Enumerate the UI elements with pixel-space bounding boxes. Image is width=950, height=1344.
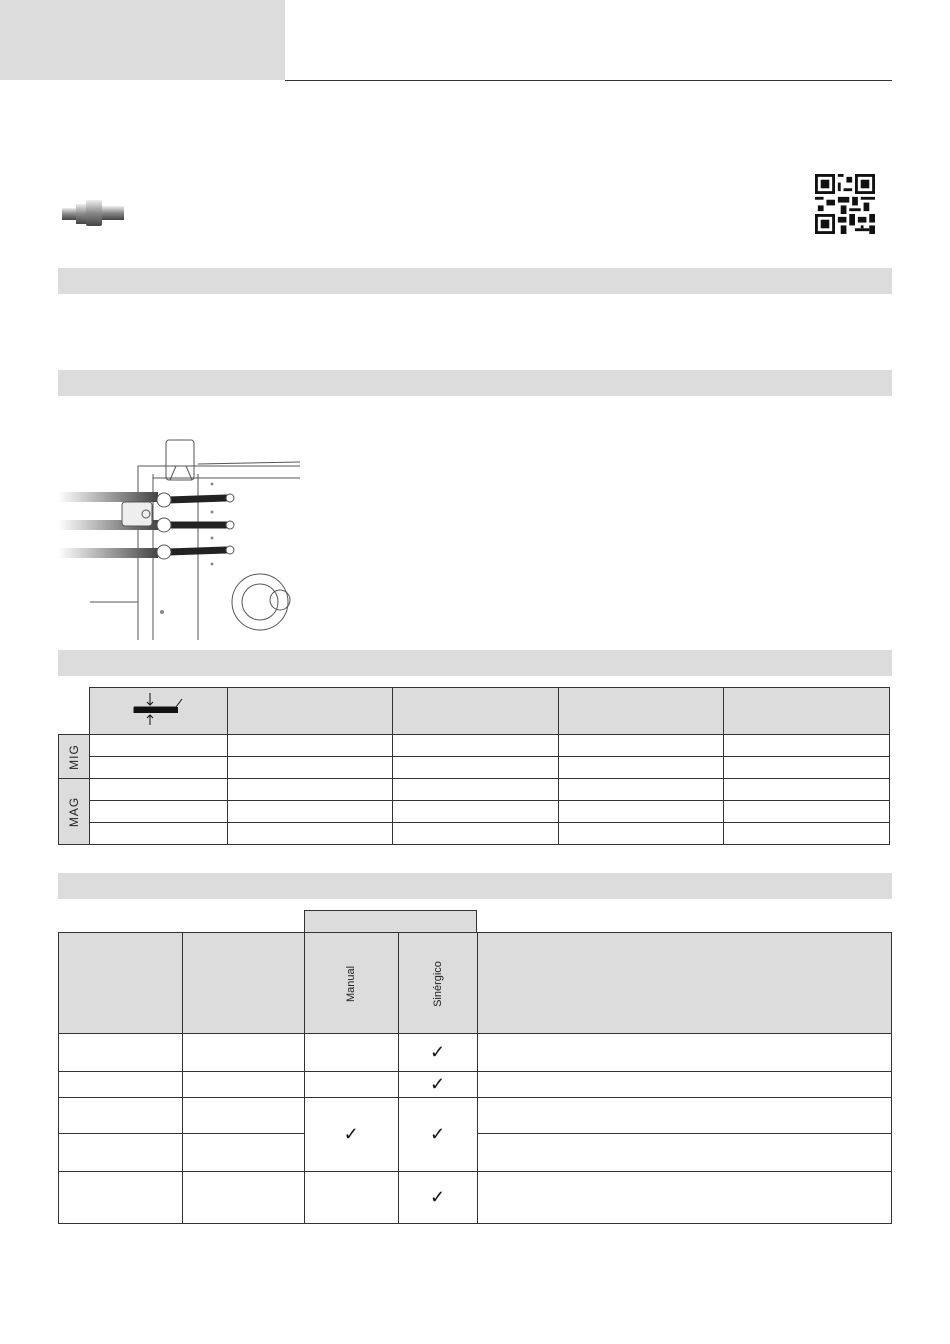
check-mark: ✓ [398, 1072, 477, 1098]
group-label-mig [59, 735, 90, 779]
header-synergic [398, 933, 477, 1034]
section-bar-2 [58, 370, 892, 396]
check-mark: ✓ [398, 1172, 477, 1224]
section-bar-1 [58, 268, 892, 294]
machine-front-panel-illustration [58, 436, 300, 640]
thickness-table-header [59, 688, 890, 735]
table-row [59, 1098, 892, 1134]
section-bar-4 [58, 873, 892, 899]
header-cell-5 [724, 688, 890, 735]
manual-label: Manual [345, 965, 358, 1003]
header-cell-1 [59, 933, 183, 1034]
mode-group-header [304, 910, 477, 932]
corner-tab [0, 0, 285, 80]
table-row [59, 735, 890, 757]
torch-connector-icon [60, 196, 130, 230]
header-cell-2 [182, 933, 304, 1034]
material-thickness-icon [132, 691, 184, 727]
synergic-label: Sinérgico [431, 961, 444, 1007]
group-label-mag [59, 779, 90, 845]
check-mark: ✓ [304, 1098, 398, 1172]
header-cell-5 [477, 933, 891, 1034]
thickness-table [58, 687, 890, 845]
header-cell-3 [393, 688, 559, 735]
thickness-header-cell [90, 688, 227, 735]
modes-table-header [59, 933, 892, 1034]
section-bar-3 [58, 650, 892, 676]
qr-code-icon [815, 174, 875, 234]
group-label-text: MAG [67, 796, 82, 827]
table-row [59, 757, 890, 779]
table-row [59, 1172, 892, 1224]
check-mark: ✓ [398, 1098, 477, 1172]
group-label-text: MIG [67, 743, 82, 770]
check-mark: ✓ [398, 1034, 477, 1072]
table-row [59, 779, 890, 801]
table-row [59, 1034, 892, 1072]
table-row [59, 801, 890, 823]
header-manual [304, 933, 398, 1034]
header-rule [285, 80, 892, 81]
table-row [59, 1072, 892, 1098]
header-cell-4 [558, 688, 724, 735]
modes-table [58, 932, 892, 1224]
table-row [59, 823, 890, 845]
header-corner [59, 688, 90, 735]
header-cell-2 [227, 688, 393, 735]
